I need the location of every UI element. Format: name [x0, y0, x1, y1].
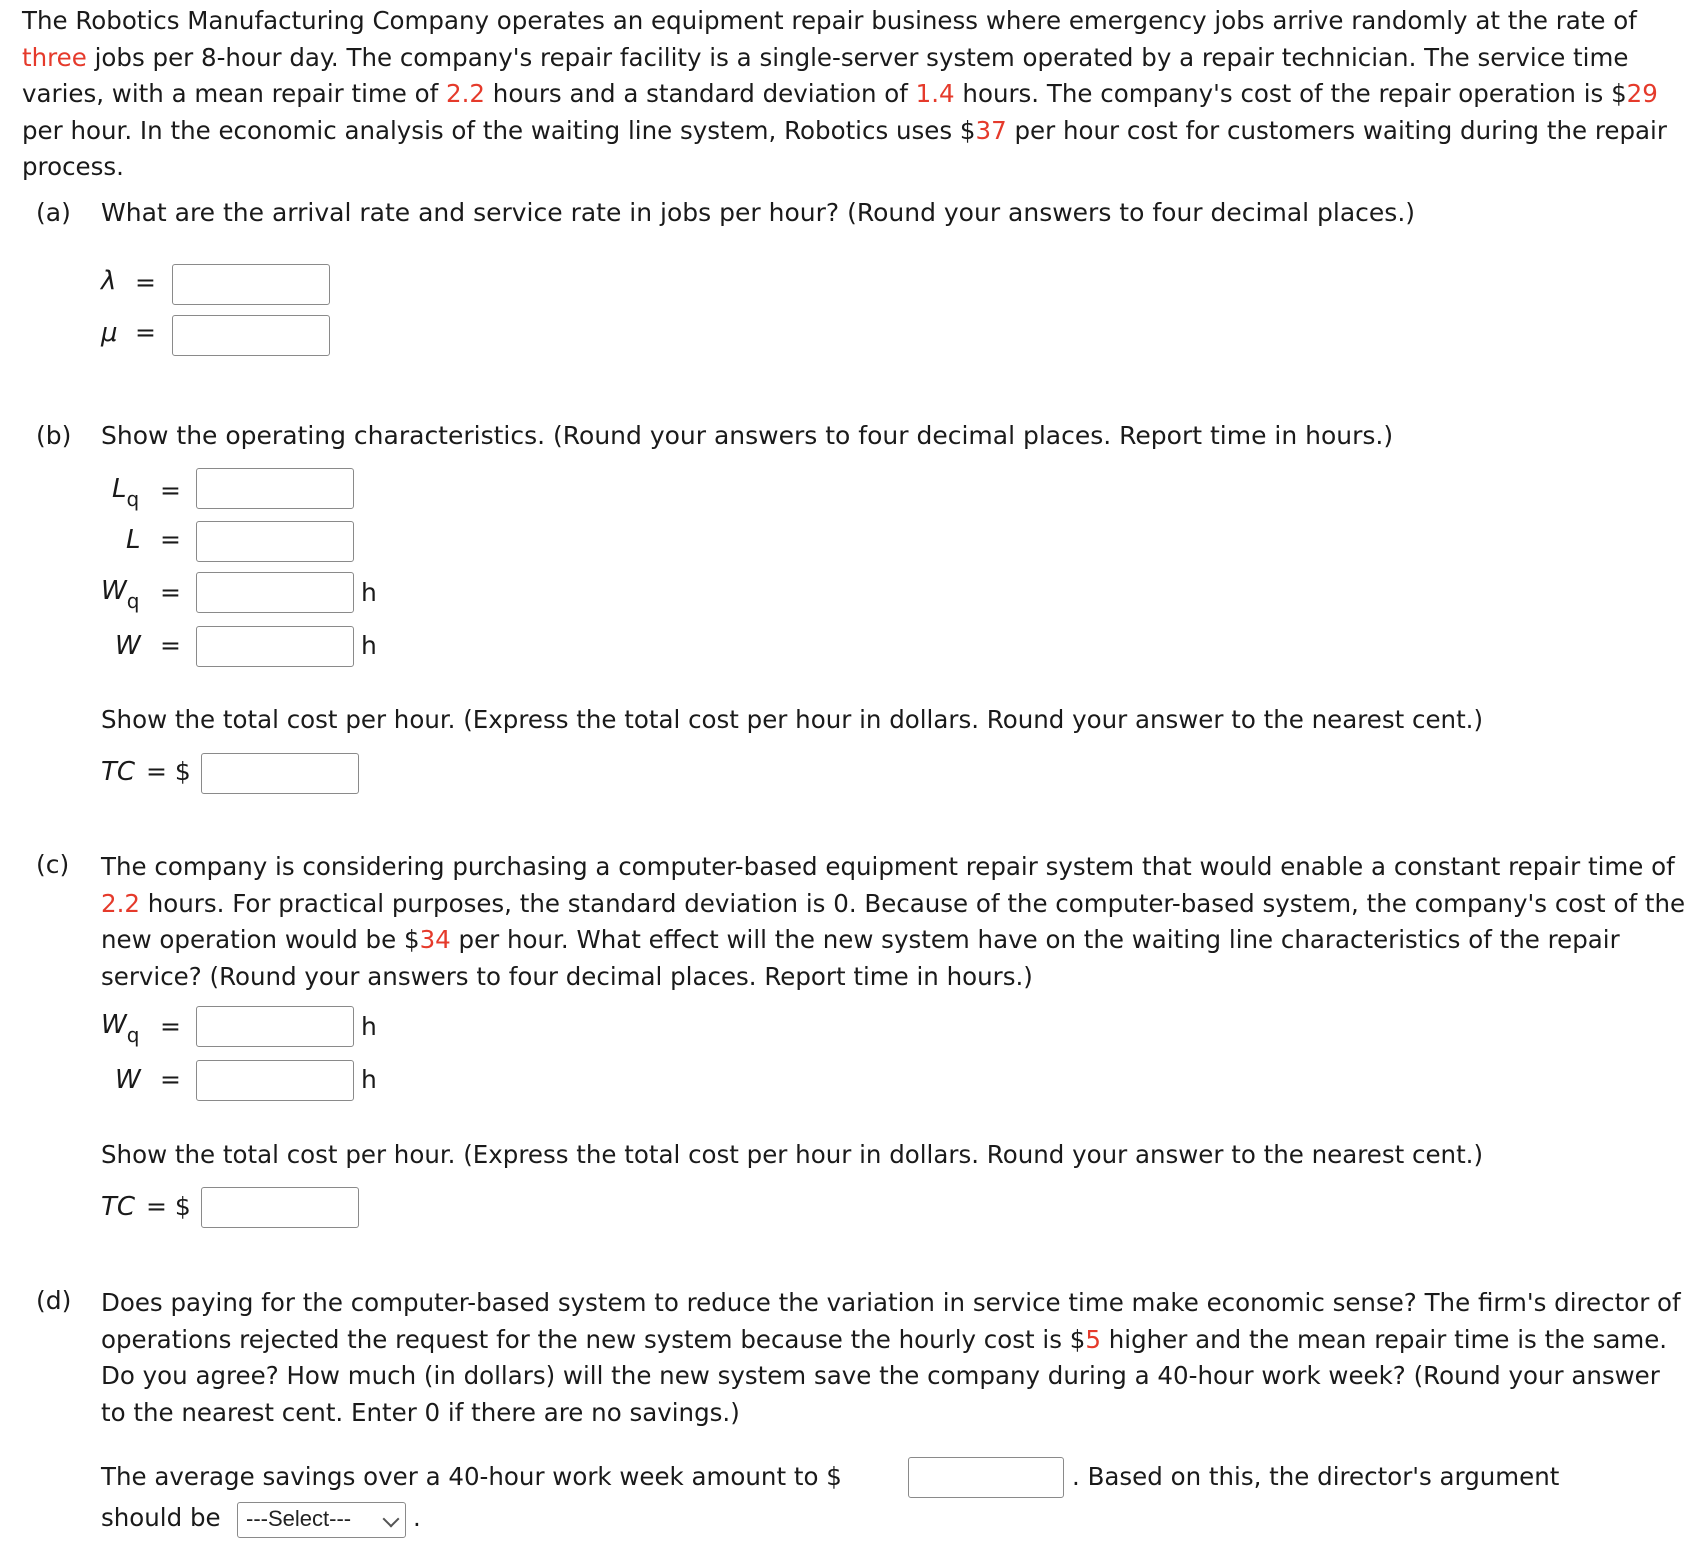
- w-input[interactable]: [196, 626, 354, 667]
- should-be-text: should be: [101, 1503, 221, 1532]
- w-input-c[interactable]: [196, 1060, 354, 1101]
- equals-sign: =: [160, 631, 181, 660]
- mean-time-value: 2.2: [446, 79, 485, 108]
- lambda-input[interactable]: [172, 264, 330, 305]
- w-symbol: W: [115, 631, 141, 661]
- savings-input[interactable]: [908, 1457, 1064, 1498]
- hours-unit: h: [361, 1065, 377, 1094]
- equals-sign: =: [135, 318, 156, 347]
- equals-sign: =: [135, 268, 156, 297]
- l-symbol: L: [126, 525, 141, 555]
- part-c-question: The company is considering purchasing a computer-based equipment repair system that would enable a constant repair time of 2.2 hours. For practical purposes, the standard deviation is 0. Because of the computer-based system, the company's cost of the new operation would be $34 per hour. What effect will the new system have on the waiting line characteristics of the repair service? (Round your answers to four decimal places. Report time in hours.): [101, 852, 1686, 991]
- savings-text: The average savings over a 40-hour work week amount to $: [101, 1462, 842, 1491]
- std-dev-value: 1.4: [915, 79, 955, 108]
- lq-symbol: $L_q$: [112, 474, 140, 511]
- part-d-question: Does paying for the computer-based system to reduce the variation in service time make economic sense? The firm's director of operations rejected the request for the new system because the hourly cost is $5 higher and the mean repair time is the same. Do you agree? How much (in dollars) will the new system save the company during a 40-hour work week? (Round your answer to the nearest cent. Enter 0 if there are no savings.): [101, 1288, 1681, 1427]
- chevron-down-icon: [383, 1511, 400, 1528]
- equals-sign: =: [160, 476, 181, 505]
- problem-intro: The Robotics Manufacturing Company operates an equipment repair business where emergency jobs arrive randomly at the rate of three jobs per 8-hour day. The company's repair facility is a single-server system operated by a repair technician. The service time varies, with a mean repair time of 2.2 hours and a standard deviation of 1.4 hours. The company's cost of the repair operation is $29 per hour. In the economic analysis of the waiting line system, Robotics uses $37 per hour cost for customers waiting during the repair process.: [22, 6, 1667, 181]
- savings-text-after: . Based on this, the director's argument: [1072, 1462, 1560, 1491]
- tc-input-b[interactable]: [201, 753, 359, 794]
- equals-sign: =: [160, 1012, 181, 1041]
- hours-unit: h: [361, 1012, 377, 1041]
- part-a-question: What are the arrival rate and service rate in jobs per hour? (Round your answers to four decimal places.): [101, 198, 1416, 227]
- period: .: [413, 1503, 421, 1532]
- equals-sign: =: [160, 525, 181, 554]
- cost-difference-value: 5: [1085, 1324, 1101, 1354]
- wq-input[interactable]: [196, 572, 354, 613]
- wq-input-c[interactable]: [196, 1006, 354, 1047]
- wq-symbol: $W_q$: [101, 1010, 140, 1047]
- equals-sign: =: [160, 578, 181, 607]
- select-value: ---Select---: [246, 1506, 352, 1531]
- equals-dollar: = $: [146, 757, 191, 786]
- part-c-label: (c): [36, 850, 70, 879]
- w-symbol: W: [115, 1065, 141, 1095]
- part-b-label: (b): [36, 421, 72, 450]
- equals-sign: =: [160, 1065, 181, 1094]
- arrival-value: three: [22, 42, 87, 72]
- tc-symbol: TC: [101, 1192, 136, 1222]
- part-a-label: (a): [36, 198, 71, 227]
- lambda-symbol: λ: [101, 266, 117, 296]
- part-d-label: (d): [36, 1286, 72, 1315]
- lq-input[interactable]: [196, 468, 354, 509]
- l-input[interactable]: [196, 521, 354, 562]
- hours-unit: h: [361, 578, 377, 607]
- director-argument-select[interactable]: [237, 1502, 406, 1538]
- tc-symbol: TC: [101, 757, 136, 787]
- part-b-cost-question: Show the total cost per hour. (Express the total cost per hour in dollars. Round your answer to the nearest cent.): [101, 705, 1484, 734]
- waiting-cost-value: 37: [975, 115, 1007, 145]
- mu-input[interactable]: [172, 315, 330, 356]
- constant-time-value: 2.2: [101, 888, 140, 918]
- hours-unit: h: [361, 631, 377, 660]
- part-c-cost-question: Show the total cost per hour. (Express the total cost per hour in dollars. Round your answer to the nearest cent.): [101, 1140, 1484, 1169]
- wq-symbol: $W_q$: [101, 576, 140, 613]
- mu-symbol: μ: [101, 318, 118, 348]
- operation-cost-value: 29: [1626, 79, 1658, 108]
- part-b-question: Show the operating characteristics. (Round your answers to four decimal places. Report time in hours.): [101, 421, 1394, 450]
- tc-input-c[interactable]: [201, 1187, 359, 1228]
- new-cost-value: 34: [419, 925, 451, 954]
- equals-dollar: = $: [146, 1192, 191, 1221]
